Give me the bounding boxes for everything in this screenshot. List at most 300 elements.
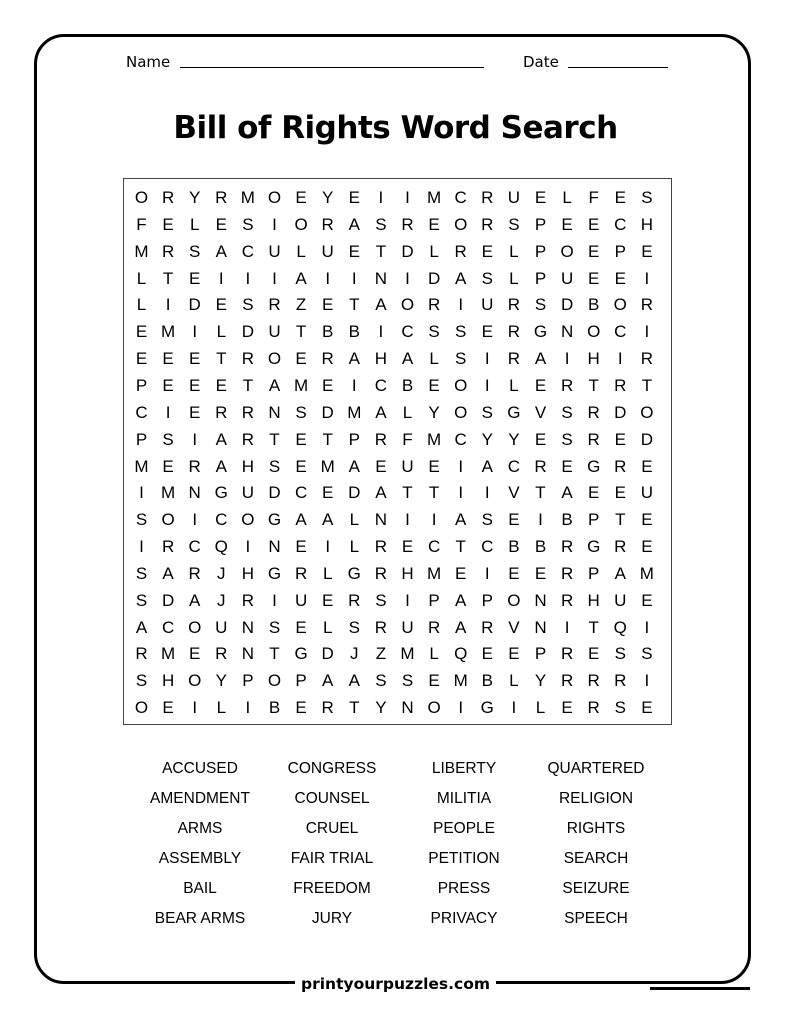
grid-letter: H (241, 456, 255, 476)
grid-letter: M (639, 563, 655, 583)
grid-letter: B (588, 295, 600, 315)
grid-letter: I (245, 268, 251, 288)
grid-letter: B (268, 698, 281, 718)
grid-letter: N (560, 322, 574, 342)
grid-letter: I (351, 268, 358, 288)
grid-letter: R (614, 456, 627, 476)
grid-letter: G (347, 563, 362, 583)
grid-letter: I (245, 698, 251, 718)
grid-letter: S (534, 295, 547, 315)
grid-letter: U (640, 483, 654, 503)
grid-letter: T (535, 483, 547, 503)
grid-letter: E (189, 268, 201, 288)
grid-letter: S (641, 188, 654, 207)
grid-row (124, 510, 673, 537)
grid-letter: H (640, 214, 654, 234)
grid-letter: S (401, 671, 414, 691)
grid-letter: R (161, 537, 175, 557)
word-list-item: RELIGION (558, 790, 634, 807)
grid-letter: I (538, 510, 544, 530)
grid-letter: R (321, 214, 335, 234)
grid-letter: R (427, 617, 441, 637)
grid-letter: E (162, 375, 175, 395)
word-list-item: QUARTERED (547, 760, 645, 777)
grid-letter: O (134, 188, 149, 207)
grid-letter: U (614, 590, 627, 610)
grid-letter: S (135, 510, 148, 530)
grid-letter: E (322, 483, 334, 503)
grid-letter: E (534, 188, 547, 207)
grid-letter: Y (215, 671, 228, 691)
grid-letter: T (588, 617, 600, 637)
grid-letter: S (614, 698, 627, 718)
grid-letter: M (427, 563, 442, 583)
grid-letter: A (295, 510, 308, 530)
grid-letter: M (294, 375, 309, 395)
grid-letter: T (588, 375, 600, 395)
grid-letter: L (322, 617, 333, 637)
grid-letter: R (587, 402, 601, 422)
grid-letter: B (322, 322, 334, 342)
grid-letter: G (267, 510, 282, 530)
grid-letter: I (564, 617, 570, 637)
grid-letter: G (480, 698, 495, 718)
grid-letter: E (614, 268, 627, 288)
grid-letter: S (189, 241, 201, 261)
grid-letter: L (535, 698, 546, 718)
grid-letter: E (481, 241, 494, 261)
grid-letter: B (534, 537, 547, 557)
grid-letter: A (295, 268, 308, 288)
grid-letter: J (217, 563, 227, 583)
grid-letter: R (507, 349, 521, 369)
grid-letter: M (161, 322, 176, 342)
grid-letter: S (614, 644, 627, 664)
grid-letter: E (295, 349, 308, 369)
grid-letter: H (587, 590, 601, 610)
grid-letter: L (136, 295, 147, 315)
grid-letter: I (484, 349, 491, 369)
grid-letter: R (374, 563, 388, 583)
word-list-item: BAIL (183, 880, 217, 897)
grid-letter: E (561, 456, 574, 476)
grid-letter: M (240, 188, 256, 207)
grid-letter: L (349, 537, 360, 557)
grid-row (124, 564, 673, 591)
grid-letter: E (588, 241, 600, 261)
grid-letter: I (272, 268, 278, 288)
grid-letter: R (560, 537, 574, 557)
grid-letter: O (134, 698, 149, 718)
grid-letter: R (454, 241, 468, 261)
grid-letter: D (321, 644, 335, 664)
grid-row (124, 644, 673, 671)
word-list-item: PRESS (437, 880, 491, 897)
word-list-item: PEOPLE (432, 820, 496, 837)
word-list-item: SEARCH (563, 850, 629, 867)
grid-letter: R (481, 617, 494, 637)
grid-letter: I (165, 295, 171, 315)
grid-letter: R (241, 402, 255, 422)
grid-letter: S (375, 671, 388, 691)
grid-letter: T (455, 537, 467, 557)
grid-letter: A (322, 510, 334, 530)
grid-letter: D (614, 402, 627, 422)
grid-row (124, 295, 673, 322)
grid-letter: C (507, 456, 521, 476)
grid-letter: N (534, 590, 548, 610)
grid-letter: H (241, 563, 255, 583)
date-label: Date (523, 53, 559, 71)
grid-letter: A (455, 590, 467, 610)
grid-letter: S (375, 590, 388, 610)
grid-letter: U (268, 322, 282, 342)
grid-letter: U (481, 295, 494, 315)
grid-letter: O (507, 590, 521, 610)
grid-letter: I (192, 698, 198, 718)
grid-letter: C (241, 241, 255, 261)
grid-letter: D (321, 402, 335, 422)
grid-letter: I (325, 537, 331, 557)
grid-row (124, 671, 673, 698)
grid-letter: E (588, 483, 600, 503)
grid-letter: A (375, 402, 388, 422)
grid-letter: L (136, 268, 147, 288)
grid-letter: E (189, 402, 201, 422)
grid-letter: V (534, 402, 547, 422)
grid-letter: P (534, 214, 547, 234)
grid-letter: N (188, 483, 202, 503)
grid-letter: L (509, 241, 520, 261)
grid-letter: I (458, 698, 464, 718)
grid-letter: P (428, 590, 441, 610)
grid-row (124, 403, 673, 430)
grid-letter: O (454, 402, 468, 422)
grid-row (124, 376, 673, 403)
grid-letter: E (401, 537, 414, 557)
grid-letter: E (641, 456, 654, 476)
grid-letter: S (428, 322, 441, 342)
grid-letter: I (192, 429, 198, 449)
grid-letter: I (511, 698, 517, 718)
grid-letter: A (215, 456, 228, 476)
grid-letter: R (215, 188, 228, 207)
grid-letter: O (294, 214, 309, 234)
grid-letter: Y (508, 429, 521, 449)
grid-letter: I (378, 322, 384, 342)
grid-letter: I (644, 322, 650, 342)
grid-letter: E (215, 295, 228, 315)
grid-letter: J (217, 590, 227, 610)
grid-letter: A (534, 349, 547, 369)
grid-letter: E (508, 563, 521, 583)
grid-row (124, 618, 673, 645)
grid-letter: I (458, 456, 464, 476)
grid-row (124, 349, 673, 376)
word-list-item: ASSEMBLY (158, 850, 242, 867)
grid-letter: G (267, 563, 282, 583)
grid-letter: R (640, 295, 654, 315)
word-list-item: PETITION (428, 850, 500, 867)
grid-letter: A (348, 349, 361, 369)
grid-letter: I (192, 510, 198, 530)
grid-letter: E (348, 188, 361, 207)
grid-letter: E (561, 214, 574, 234)
grid-letter: T (402, 483, 414, 503)
grid-letter: C (481, 537, 494, 557)
grid-letter: C (161, 617, 175, 637)
name-label: Name (126, 53, 171, 71)
grid-letter: A (348, 671, 361, 691)
grid-letter: T (349, 295, 360, 315)
grid-letter: E (295, 429, 308, 449)
grid-letter: T (295, 322, 307, 342)
grid-letter: L (429, 349, 440, 369)
grid-letter: I (458, 483, 464, 503)
grid-letter: R (321, 698, 335, 718)
grid-letter: S (455, 322, 467, 342)
grid-letter: T (641, 375, 653, 395)
grid-letter: E (428, 214, 441, 234)
grid-letter: R (135, 644, 149, 664)
grid-letter: O (267, 349, 282, 369)
grid-row (124, 483, 673, 510)
grid-letter: I (405, 590, 411, 610)
grid-letter: S (561, 429, 574, 449)
grid-letter: R (560, 671, 574, 691)
grid-letter: Q (454, 644, 468, 664)
grid-letter: S (561, 402, 574, 422)
grid-letter: S (242, 295, 255, 315)
grid-letter: A (455, 617, 467, 637)
grid-letter: R (188, 563, 202, 583)
word-list-item: FAIR TRIAL (290, 850, 374, 867)
grid-letter: P (614, 241, 627, 261)
grid-letter: I (272, 590, 278, 610)
grid-letter: H (587, 349, 601, 369)
grid-letter: E (162, 456, 175, 476)
grid-letter: E (295, 188, 308, 207)
word-list-item: AMENDMENT (150, 790, 250, 807)
date-line[interactable] (568, 67, 668, 68)
grid-letter: E (614, 483, 627, 503)
grid-letter: E (641, 590, 654, 610)
grid-letter: Q (214, 537, 229, 557)
grid-letter: U (401, 456, 415, 476)
grid-letter: I (644, 268, 650, 288)
grid-letter: G (587, 537, 601, 557)
grid-letter: R (614, 537, 627, 557)
grid-letter: V (508, 483, 521, 503)
grid-letter: R (241, 590, 255, 610)
grid-letter: S (135, 563, 148, 583)
grid-letter: E (614, 429, 627, 449)
grid-letter: R (161, 188, 175, 207)
grid-letter: E (614, 188, 627, 207)
grid-letter: E (162, 214, 175, 234)
grid-letter: E (162, 349, 175, 369)
word-list-item: COUNSEL (294, 790, 370, 807)
grid-letter: L (429, 241, 440, 261)
grid-letter: C (135, 402, 149, 422)
word-list-item: LIBERTY (431, 760, 497, 777)
grid-row (124, 269, 673, 296)
grid-letter: B (561, 510, 574, 530)
grid-letter: E (135, 322, 148, 342)
grid-letter: R (215, 644, 228, 664)
grid-letter: E (455, 563, 467, 583)
grid-letter: R (640, 349, 654, 369)
grid-letter: I (325, 268, 331, 288)
grid-letter: E (534, 429, 547, 449)
grid-letter: E (508, 644, 521, 664)
grid-letter: Y (481, 429, 494, 449)
grid-letter: P (295, 671, 308, 691)
grid-letter: Z (295, 295, 307, 315)
grid-row (124, 591, 673, 618)
grid-letter: Y (428, 402, 441, 422)
grid-letter: O (241, 510, 255, 530)
grid-letter: S (348, 617, 361, 637)
grid-letter: S (242, 214, 255, 234)
grid-letter: A (348, 456, 361, 476)
grid-letter: N (268, 537, 282, 557)
grid-letter: S (268, 456, 281, 476)
grid-letter: T (322, 429, 334, 449)
grid-letter: Z (375, 644, 387, 664)
footer (0, 975, 791, 993)
grid-letter: D (640, 429, 654, 449)
grid-letter: L (296, 241, 307, 261)
word-list-item: BEAR ARMS (154, 910, 246, 927)
word-list-item: CRUEL (305, 820, 359, 837)
grid-letter: O (587, 322, 601, 342)
grid-letter: C (427, 537, 441, 557)
grid-letter: M (320, 456, 336, 476)
grid-letter: Y (534, 671, 547, 691)
grid-letter: O (560, 241, 575, 261)
grid-letter: R (560, 375, 574, 395)
grid-letter: M (134, 241, 150, 261)
grid-letter: S (641, 644, 654, 664)
grid-row (124, 457, 673, 484)
grid-letter: I (405, 188, 411, 207)
grid-letter: P (481, 590, 494, 610)
grid-row (124, 242, 673, 269)
grid-letter: E (481, 322, 494, 342)
grid-letter: E (322, 590, 334, 610)
grid-letter: U (560, 268, 574, 288)
grid-letter: A (375, 483, 388, 503)
grid-letter: I (644, 671, 650, 691)
grid-letter: T (349, 698, 360, 718)
grid-letter: L (562, 188, 573, 207)
grid-letter: P (534, 644, 547, 664)
grid-letter: G (294, 644, 309, 664)
grid-letter: I (644, 617, 650, 637)
grid-letter: I (484, 375, 491, 395)
grid-letter: O (188, 671, 202, 691)
grid-row (124, 322, 673, 349)
grid-letter: I (431, 510, 437, 530)
grid-letter: D (427, 268, 441, 288)
grid-letter: M (134, 456, 150, 476)
grid-letter: R (374, 429, 388, 449)
grid-letter: S (135, 590, 148, 610)
grid-letter: B (508, 537, 521, 557)
grid-letter: L (402, 402, 413, 422)
grid-letter: A (322, 671, 334, 691)
grid-letter: C (454, 429, 468, 449)
grid-letter: A (375, 295, 388, 315)
grid-row (124, 537, 673, 564)
grid-letter: E (162, 698, 175, 718)
grid-letter: L (509, 671, 520, 691)
grid-row (124, 698, 673, 725)
grid-letter: U (241, 483, 255, 503)
grid-letter: E (428, 375, 441, 395)
grid-letter: E (295, 456, 308, 476)
word-list-item: ACCUSED (162, 760, 238, 777)
grid-letter: L (509, 268, 520, 288)
grid-letter: L (216, 698, 227, 718)
grid-letter: R (481, 188, 494, 207)
grid-letter: F (136, 214, 148, 234)
grid-letter: I (458, 295, 464, 315)
grid-letter: B (481, 671, 494, 691)
grid-letter: C (454, 188, 468, 207)
grid-letter: E (375, 456, 388, 476)
grid-letter: T (428, 483, 440, 503)
grid-letter: I (617, 349, 624, 369)
grid-letter: I (139, 483, 145, 503)
grid-letter: O (640, 402, 654, 422)
grid-letter: R (614, 375, 627, 395)
grid-letter: R (507, 295, 521, 315)
grid-letter: C (294, 483, 308, 503)
grid-letter: R (587, 698, 601, 718)
grid-letter: O (427, 698, 442, 718)
grid-letter: L (189, 214, 200, 234)
grid-letter: J (350, 644, 360, 664)
grid-letter: P (534, 268, 547, 288)
grid-letter: E (534, 375, 547, 395)
grid-letter: V (508, 617, 521, 637)
grid-letter: F (402, 429, 414, 449)
grid-row (124, 188, 673, 215)
grid-letter: I (378, 188, 384, 207)
grid-letter: C (374, 375, 388, 395)
grid-letter: N (268, 402, 282, 422)
word-list-item: CONGRESS (287, 760, 377, 777)
grid-letter: O (613, 295, 628, 315)
grid-letter: R (161, 241, 175, 261)
grid-letter: R (481, 214, 494, 234)
grid-letter: N (534, 617, 548, 637)
grid-letter: A (614, 563, 627, 583)
grid-letter: B (401, 375, 414, 395)
grid-letter: M (427, 188, 442, 207)
grid-letter: D (348, 483, 361, 503)
grid-letter: P (135, 375, 148, 395)
grid-letter: Y (375, 698, 388, 718)
name-line[interactable] (180, 67, 484, 68)
grid-letter: E (215, 214, 228, 234)
grid-letter: E (641, 241, 654, 261)
grid-letter: M (400, 644, 416, 664)
grid-letter: R (268, 295, 282, 315)
grid-letter: M (161, 644, 176, 664)
